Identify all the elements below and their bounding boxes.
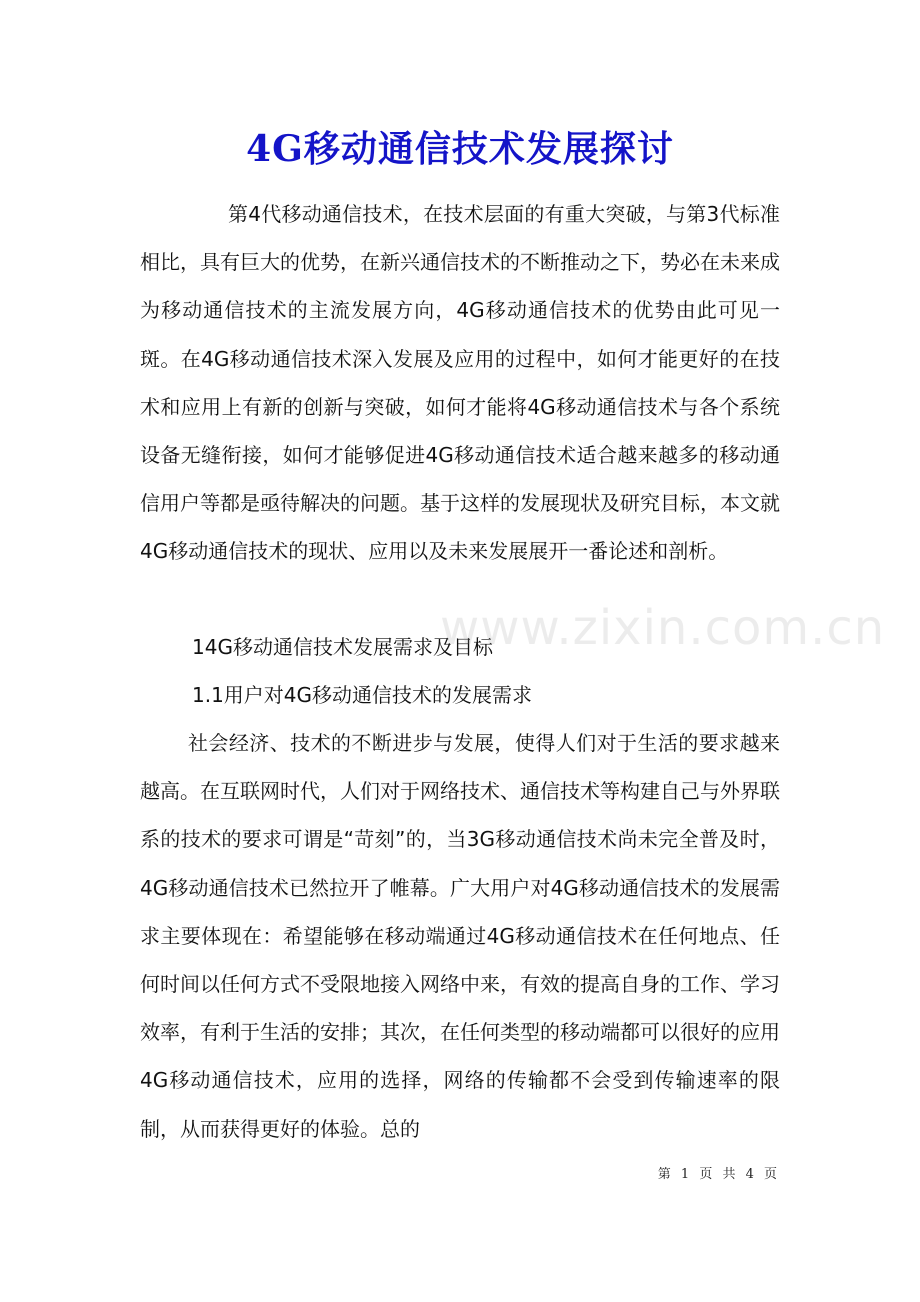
document-title: 4G移动通信技术发展探讨	[246, 128, 674, 170]
section-heading-1: 14G移动通信技术发展需求及目标	[192, 635, 493, 659]
intro-paragraph: 第4代移动通信技术，在技术层面的有重大突破，与第3代标准相比，具有巨大的优势，在新兴通信技术的不断推动之下，势必在未来成为移动通信技术的主流发展方向，4G移动通信技术的优势由此可见一斑。在4G移动通信技术深入发展及应用的过程中，如何才能更好的在技术和应用上有新的创新与突破，如何才能将4G移动通信技术与各个系统设备无缝衔接，如何才能够促进4G移动通信技术适合越来越多的移动通信用户等都是亟待解决的问题。基于这样的发展现状及研究目标，本文就4G移动通信技术的现状、应用以及未来发展展开一番论述和剖析。	[140, 202, 780, 564]
watermark: www.zixin.com.cn	[440, 600, 886, 656]
page-number-footer: 第 1 页 共 4 页	[657, 1167, 780, 1182]
section-heading-1-1: 1.1用户对4G移动通信技术的发展需求	[192, 683, 533, 707]
body-paragraph-2: 社会经济、技术的不断进步与发展，使得人们对于生活的要求越来越高。在互联网时代，人们对于网络技术、通信技术等构建自己与外界联系的技术的要求可谓是“苛刻”的，当3G移动通信技术尚未完全普及时，4G移动通信技术已然拉开了帷幕。广大用户对4G移动通信技术的发展需求主要体现在：希望能够在移动端通过4G移动通信技术在任何地点、任何时间以任何方式不受限地接入网络中来，有效的提高自身的工作、学习效率，有利于生活的安排；其次，在任何类型的移动端都可以很好的应用4G移动通信技术，应用的选择，网络的传输都不会受到传输速率的限制，从而获得更好的体验。总的	[140, 731, 780, 1141]
